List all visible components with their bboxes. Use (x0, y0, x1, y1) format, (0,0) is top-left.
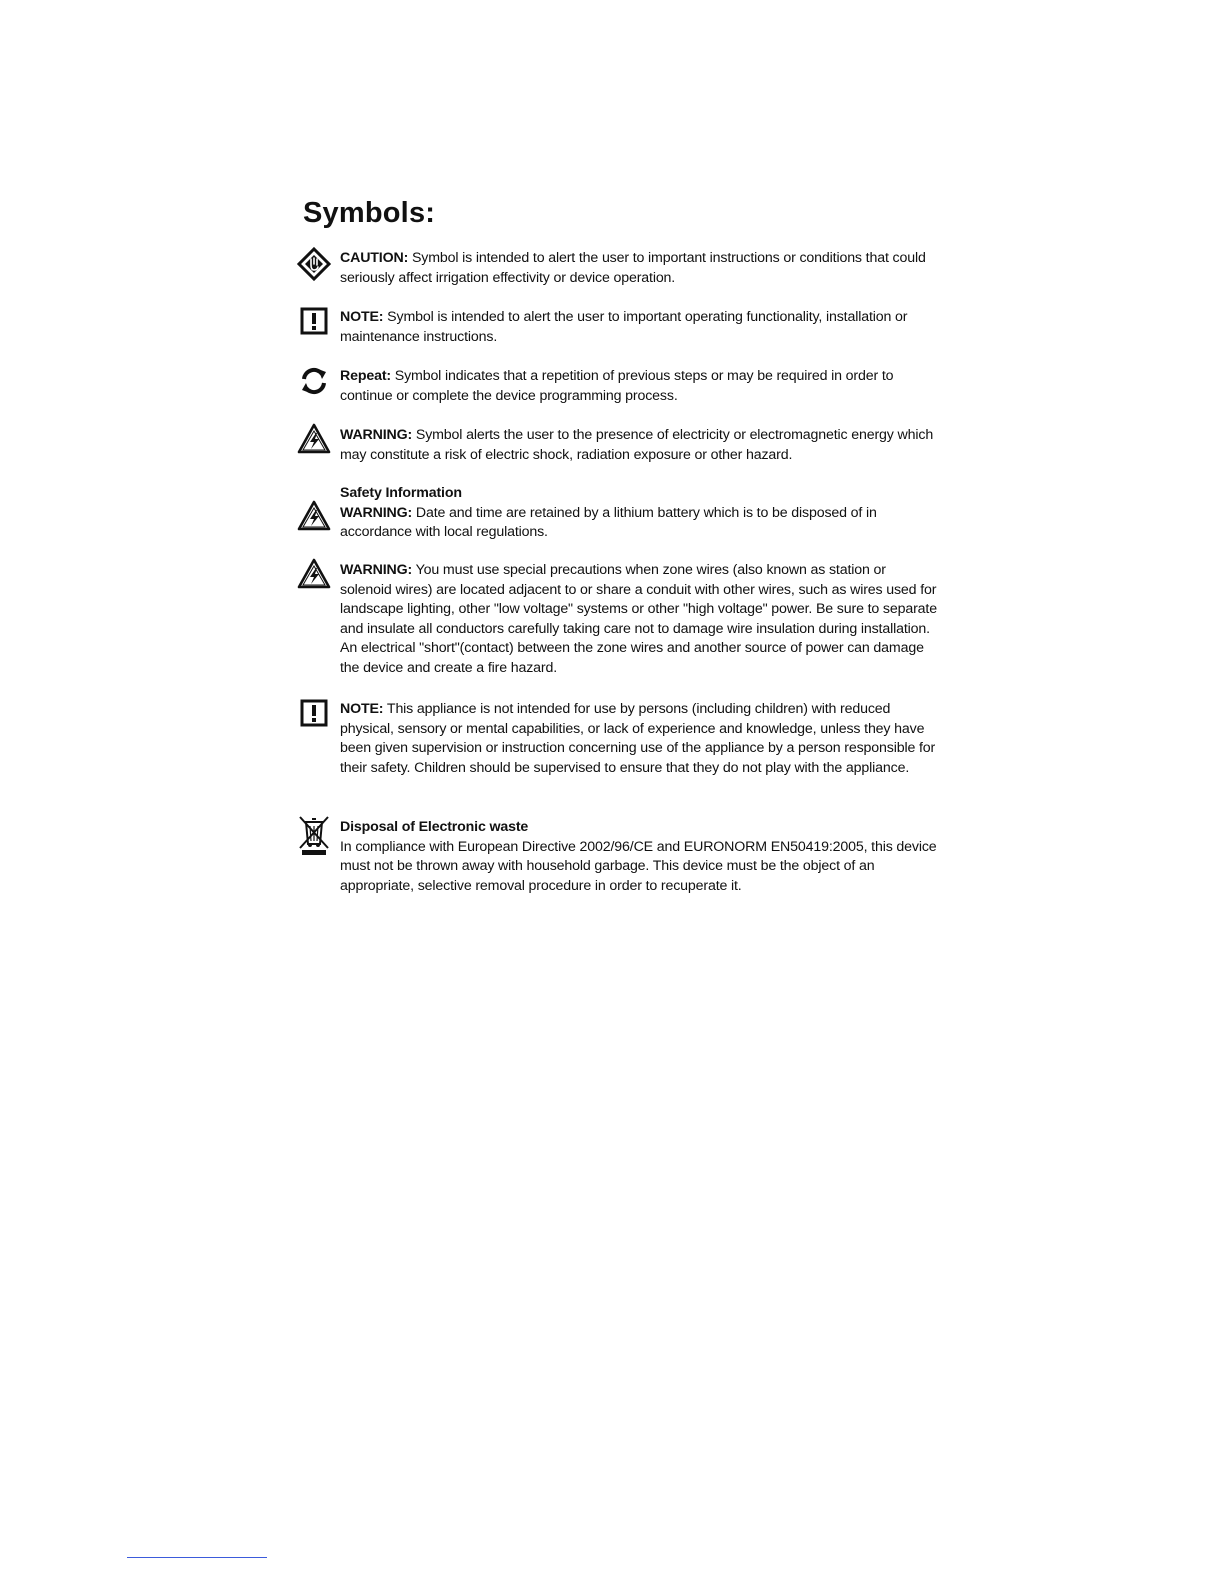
symbol-entry-text (340, 367, 940, 406)
entry-description: You must use special precautions when zone wires (also known as station or solenoid wires) are located adjacent to or share a conduit with other wires, such as wires used for landscape lighting, other "low voltage" systems or other "high voltage" power. Be sure to separate and insulate all conductors carefully taking care not to damage wire insulation during installation. An electrical "short"(contact) between the zone wires and another source of power can damage the device and create a fire hazard. (340, 562, 937, 676)
symbol-entry-text (340, 818, 940, 896)
keyword-repeat: Repeat: (340, 368, 391, 384)
entry-description: In compliance with European Directive 2002/96/CE and EURONORM EN50419:2005, this device must not be thrown away with household garbage. This device must be the object of an appropriate, selective removal procedure in order to recuperate it. (340, 838, 937, 894)
symbol-entry-text (340, 700, 940, 778)
keyword-warning: WARNING: (340, 427, 413, 443)
footer-rule (127, 1557, 267, 1558)
symbol-entry-text (340, 308, 940, 347)
section-heading: Disposal of Electronic waste (340, 819, 529, 835)
symbol-entry-text (340, 484, 940, 543)
keyword-warning: WARNING: (340, 562, 413, 578)
section-heading: Safety Information (340, 485, 462, 501)
keyword-warning: WARNING: (340, 504, 413, 521)
entry-description: Symbol indicates that a repetition of previous steps or may be required in order to continue or complete the device programming process. (340, 368, 894, 404)
entry-description: Symbol is intended to alert the user to important operating functionality, installation or maintenance instructions. (340, 309, 908, 345)
caution-diamond-icon (296, 246, 332, 282)
keyword-note: NOTE: (340, 309, 384, 325)
note-exclamation-box-icon (296, 697, 332, 733)
entry-description: Symbol alerts the user to the presence of electricity or electromagnetic energy which may constitute a risk of electric shock, radiation exposure or other hazard. (340, 427, 934, 463)
warning-electric-triangle-icon (296, 422, 332, 458)
warning-electric-triangle-icon (296, 499, 332, 535)
symbol-entry-text (340, 561, 940, 679)
repeat-arrows-icon (296, 364, 332, 400)
symbol-entry-text (340, 249, 940, 288)
entry-description: Symbol is intended to alert the user to important instructions or conditions that could seriously affect irrigation effectivity or device operation. (340, 250, 926, 286)
entry-description: Date and time are retained by a lithium battery which is to be disposed of in accordance with local regulations. (340, 504, 877, 541)
page-title: Symbols: (303, 197, 436, 229)
note-exclamation-box-icon (296, 305, 332, 341)
symbol-entry-text (340, 426, 940, 465)
weee-crossed-bin-icon (296, 814, 332, 856)
keyword-caution: CAUTION: (340, 250, 409, 266)
warning-electric-triangle-icon (296, 557, 332, 593)
entry-description: This appliance is not intended for use by persons (including children) with reduced physical, sensory or mental capabilities, or lack of experience and knowledge, unless they have been given supervision or instruction concerning use of the appliance by a person responsible for their safety. Children should be supervised to ensure that they do not play with the appliance. (340, 701, 936, 776)
keyword-note: NOTE: (340, 701, 384, 717)
